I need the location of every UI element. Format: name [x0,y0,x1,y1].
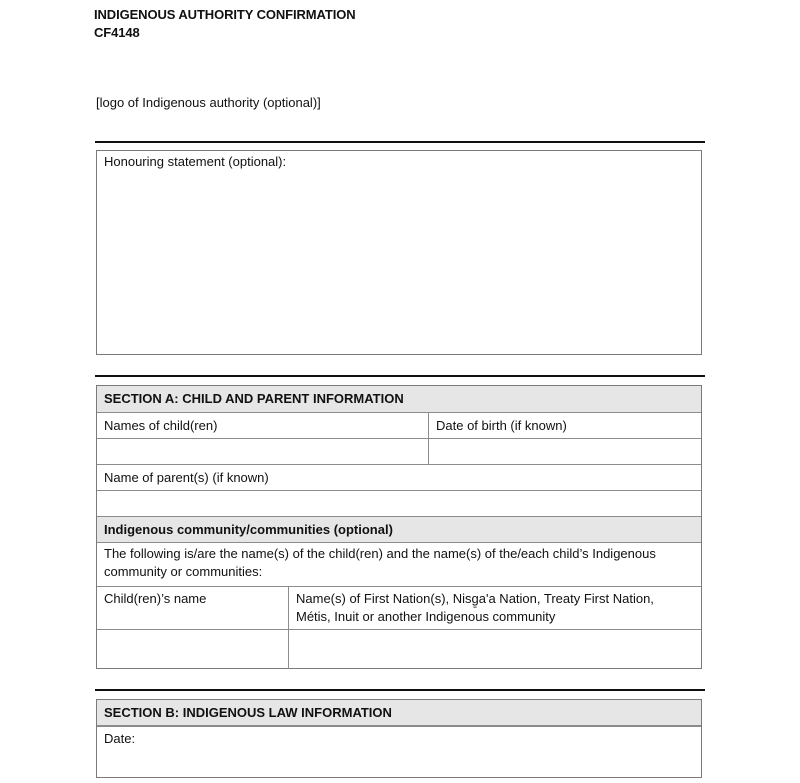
date-of-birth-field[interactable] [429,439,701,464]
community-name-column-label: Name(s) of First Nation(s), Nisg̱a'a Nation, Treaty First Nation, Métis, Inuit or another Indigenous community [296,591,654,624]
date-of-birth-label: Date of birth (if known) [436,418,567,433]
form-number: CF4148 [94,25,140,40]
section-a-header [97,386,701,412]
community-name-field[interactable] [289,630,701,669]
children-entry-row [97,438,701,464]
section-b-title: SECTION B: INDIGENOUS LAW INFORMATION [104,705,392,720]
document-header [94,6,356,42]
divider-rule [95,141,705,143]
divider-rule [95,689,705,691]
form-title: INDIGENOUS AUTHORITY CONFIRMATION [94,7,356,22]
logo-placeholder: [logo of Indigenous authority (optional)] [96,95,321,110]
community-columns-row [97,586,701,629]
community-entry-row [97,629,701,669]
community-description: The following is/are the name(s) of the child(ren) and the name(s) of the/each child’s Indigenous community or communities: [104,546,656,579]
divider-rule [95,375,705,377]
section-b-table [96,699,702,778]
section-a-table [96,385,702,669]
community-header [97,516,701,542]
children-names-label: Names of child(ren) [104,418,218,433]
honouring-statement-label: Honouring statement (optional): [104,154,287,169]
children-names-field[interactable] [97,439,426,464]
parent-entry-row [97,490,701,516]
date-label: Date: [104,731,136,746]
child-name-column-label: Child(ren)’s name [104,591,207,606]
parent-label-row [97,464,701,490]
community-title: Indigenous community/communities (optional) [104,522,393,537]
section-a-title: SECTION A: CHILD AND PARENT INFORMATION [104,391,404,406]
parent-name-field[interactable] [97,491,701,516]
community-description-row [97,542,701,586]
honouring-statement-box [96,150,702,355]
date-field[interactable] [97,749,701,778]
column-divider [288,587,289,629]
honouring-statement-field[interactable] [97,175,701,354]
children-label-row [97,412,701,438]
parent-name-label: Name of parent(s) (if known) [104,470,269,485]
column-divider [428,413,429,438]
section-b-header [97,700,701,727]
date-row [97,727,701,778]
child-name-field[interactable] [97,630,287,669]
